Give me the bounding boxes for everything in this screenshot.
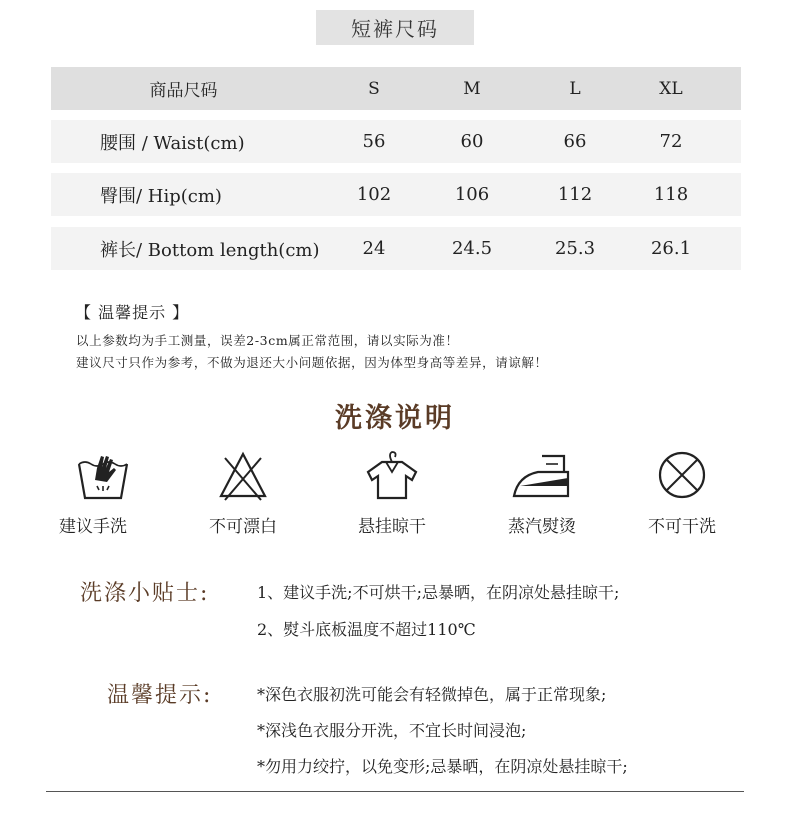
no-dry-clean-icon [652,450,712,502]
table-cell: 26.1 [650,238,692,259]
no-dry-clean-label: 不可干洗 [648,517,716,537]
size-header-label: 商品尺码 [149,81,218,101]
size-header-s: S [368,78,380,99]
steam-iron-label: 蒸汽熨烫 [508,517,576,537]
row-label-waist: 腰围 / Waist(cm) [100,132,245,154]
table-cell: 106 [454,184,490,205]
warm-tips-line-3: *勿用力绞拧，以免变形;忌暴晒，在阴凉处悬挂晾干; [257,757,628,776]
table-cell: 56 [362,131,386,152]
table-row [51,173,741,216]
size-header-m: M [463,78,481,99]
hang-dry-icon [362,450,422,502]
hang-dry-label: 悬挂晾干 [358,517,426,537]
warm-tips-label: 温馨提示: [107,683,213,708]
hand-wash-label: 建议手洗 [59,517,127,537]
no-bleach-icon [213,450,273,502]
table-cell: 25.3 [554,238,596,259]
tips-line-1: 以上参数均为手工测量，误差2-3cm属正常范围，请以实际为准！ [76,333,459,348]
table-row [51,227,741,270]
tips-heading: 【 温馨提示 】 [75,303,190,322]
warm-tips-line-1: *深色衣服初洗可能会有轻微掉色，属于正常现象; [257,685,607,704]
wash-tips-line-1: 1、建议手洗;不可烘干;忌暴晒，在阴凉处悬挂晾干; [257,583,620,602]
table-cell: 60 [460,131,484,152]
table-cell: 112 [557,184,593,205]
tips-line-2: 建议尺寸只作为参考，不做为退还大小问题依据，因为体型身高等差异，请谅解！ [76,355,548,370]
page-title: 短裤尺码 [316,10,474,45]
row-label-hip: 臀围/ Hip(cm) [100,185,222,207]
wash-title: 洗涤说明 [335,403,455,434]
table-row [51,120,741,163]
size-table-header [51,67,741,110]
size-header-l: L [569,78,581,99]
table-cell: 66 [563,131,587,152]
table-cell: 24.5 [451,238,493,259]
hand-wash-icon [73,450,133,502]
size-header-xl: XL [659,78,683,99]
wash-tips-label: 洗涤小贴士: [80,581,210,606]
table-cell: 72 [659,131,683,152]
row-label-length: 裤长/ Bottom length(cm) [100,239,320,261]
table-cell: 24 [362,238,386,259]
steam-iron-icon [512,450,572,502]
warm-tips-line-2: *深浅色衣服分开洗，不宜长时间浸泡; [257,721,527,740]
bottom-divider [46,791,744,792]
table-cell: 102 [356,184,392,205]
table-cell: 118 [653,184,689,205]
no-bleach-label: 不可漂白 [209,517,277,537]
wash-tips-line-2: 2、熨斗底板温度不超过110℃ [257,620,476,639]
